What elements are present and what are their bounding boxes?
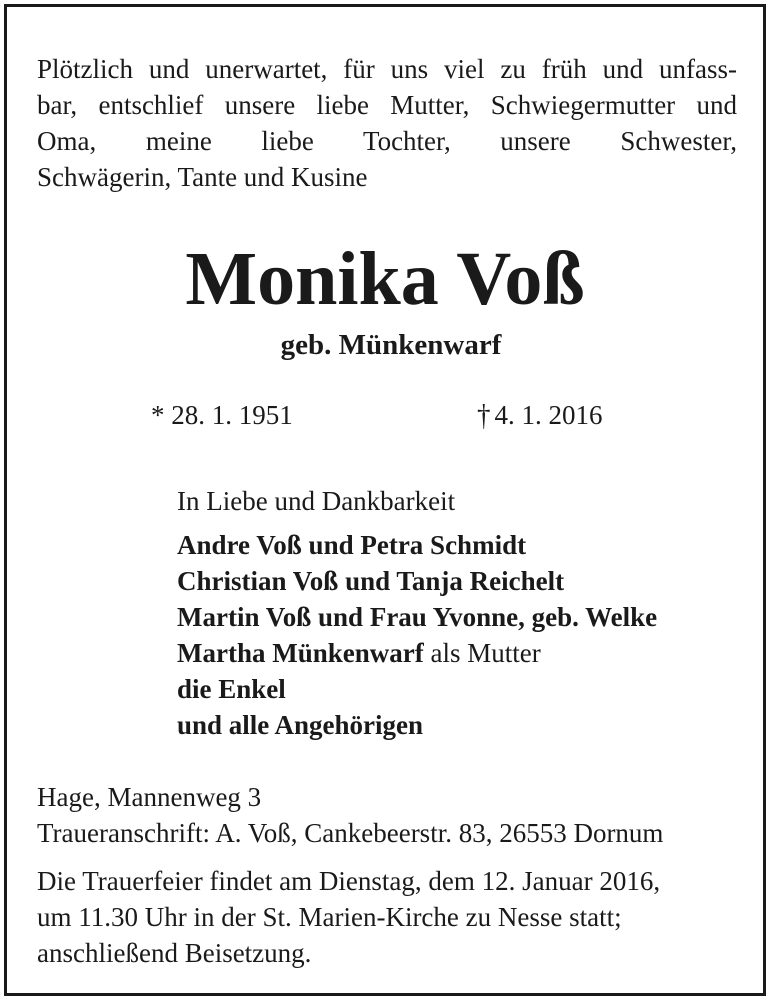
mourner-entry [177,707,657,743]
death-date-line [477,397,603,433]
mourning-address: Traueranschrift: A. Voß, Cankebeerstr. 83, 26553 Dornum [37,818,664,848]
funeral-info [37,863,660,971]
mourner-name: und alle Angehörigen [177,710,424,740]
mourner-entry [177,563,657,599]
mourner-name: Martha Münkenwarf [177,638,424,668]
intro-line: Schwägerin, Tante und Kusine [37,162,368,192]
intro-line: bar, entschlief unsere liebe Mutter, Schwiegermutter und [37,90,737,120]
funeral-line: anschließend Beisetzung. [37,938,312,968]
thanks-line: In Liebe und Dankbarkeit [177,486,456,516]
mourner-entry [177,599,657,635]
funeral-line: um 11.30 Uhr in der St. Marien-Kirche zu Nesse statt; [37,902,622,932]
mourners-list [177,527,657,743]
death-date: 4. 1. 2016 [494,400,603,430]
maiden-name: geb. Münkenwarf [280,329,502,361]
intro-text [37,51,737,195]
mourner-entry [177,671,657,707]
obituary-frame [4,4,766,996]
dagger-icon: † [477,397,491,433]
intro-line: Plötzlich und unerwartet, für uns viel zu früh und unfass- [37,54,737,84]
mourner-name: Christian Voß und Tanja Reichelt [177,566,565,596]
mourner-name: Martin Voß und Frau Yvonne, geb. Welke [177,602,658,632]
mourner-entry [177,527,657,563]
residence-address: Hage, Mannenweg 3 [37,782,262,812]
mourner-entry [177,635,657,671]
funeral-line: Die Trauerfeier findet am Dienstag, dem 12. Januar 2016, [37,866,661,896]
mourner-name: die Enkel [177,674,286,704]
birth-date: * 28. 1. 1951 [151,400,293,430]
mourner-name: Andre Voß und Petra Schmidt [177,530,527,560]
mourner-relation: als Mutter [423,638,541,668]
intro-line: Oma, meine liebe Tochter, unsere Schwester, [37,126,737,156]
address-block [37,779,663,851]
deceased-name: Monika Voß [185,237,585,321]
